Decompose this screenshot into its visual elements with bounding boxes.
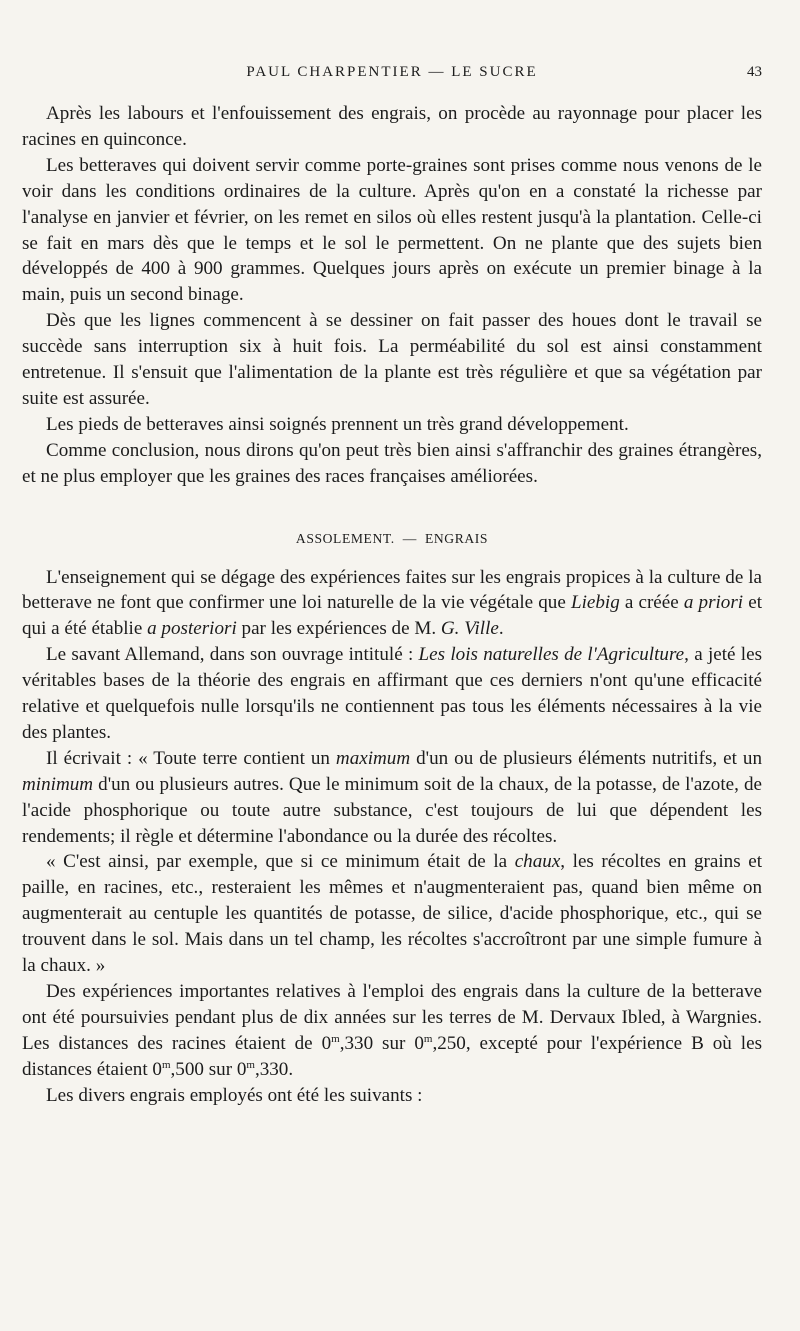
section-heading-left: ASSOLEMENT. xyxy=(295,530,395,546)
text-run: , les récoltes en grains et paille, en racines, etc., resteraient les mêmes et n'augmenteraient pas, quand bien même on augmenterait au centuple les quantités de potasse, de silice, d'acide phosphorique, etc., qui se trouvent dans le sol. Mais dans un tel champ, les récoltes s'accroîtront par une simple fumure à la chaux. » xyxy=(22,851,762,977)
paragraph-savant-allemand xyxy=(22,642,762,746)
paragraph-conclusion: Comme conclusion, nous dirons qu'on peut très bien ainsi s'affranchir des graines étrangères, et ne plus employer que les graines des races françaises améliorées. xyxy=(22,439,762,487)
section-heading xyxy=(22,526,762,552)
superscript-metre: m xyxy=(423,1032,433,1045)
superscript-metre: m xyxy=(246,1058,255,1071)
text-run: et qui a été établie xyxy=(22,592,762,640)
paragraph-porte-graines: Les betteraves qui doivent servir comme porte-graines sont prises comme nous venons de le voir dans les conditions ordinaires de la culture. Après qu'on en a constaté la richesse par l'analyse en janvier et février, on les remet en silos où elles restent jusqu'à la plantation. Celle-ci se fait en mars dès que le temps et le sol le permettent. On ne plante que des sujets bien développés de 400 à 900 grammes. Quelques jours après on exécute un premier binage à la main, puis un second binage. xyxy=(22,154,762,306)
italic-book-title: Les lois naturelles de l'Agriculture xyxy=(418,644,685,666)
paragraph-quote-chaux xyxy=(22,849,762,979)
running-head-title: PAUL CHARPENTIER — LE SUCRE xyxy=(246,64,538,80)
italic-maximum: maximum xyxy=(335,747,411,769)
italic-ville: G. Ville xyxy=(440,618,499,640)
text-run: . xyxy=(498,618,504,640)
text-run: ,500 sur 0 xyxy=(170,1058,247,1080)
italic-minimum: minimum xyxy=(22,773,94,795)
text-run: ,330. xyxy=(254,1058,294,1080)
body-text xyxy=(22,101,762,1109)
section-heading-right: ENGRAIS xyxy=(424,530,489,546)
paragraph-developpement: Les pieds de betteraves ainsi soignés prennent un très grand développement. xyxy=(46,413,629,435)
section-heading-dash: — xyxy=(402,530,417,546)
text-run: ,330 sur 0 xyxy=(339,1032,424,1054)
text-run: d'un ou de plusieurs éléments nutritifs, et un xyxy=(410,747,762,769)
paragraph-houes: Dès que les lignes commencent à se dessiner on fait passer des houes dont le travail se succède sans interruption six à huit fois. La perméabilité du sol est ainsi constamment entretenue. Il s'ensuit que l'alimentation de la plante est très régulière et que sa végétation par suite est assurée. xyxy=(22,310,762,409)
paragraph-experiences-wargnies xyxy=(22,979,762,1083)
text-run: d'un ou plusieurs autres. Que le minimum soit de la chaux, de la potasse, de l'azote, de l'acide phosphorique ou toute autre substance, c'est toujours de lui que dépendent les rendements; il règle et détermine l'abondance ou la durée des récoltes. xyxy=(22,773,762,847)
paragraph-quote-terre xyxy=(22,746,762,850)
italic-liebig: Liebig xyxy=(570,592,620,614)
text-run: , a jeté les véritables bases de la théorie des engrais en affirmant que ces derniers n'ont qu'une efficacité relative et quelquefois nulle lorsqu'ils ne contiennent pas tous les éléments nécessaires à la vie des plantes. xyxy=(22,644,762,743)
text-run: a créée xyxy=(619,592,684,614)
paragraph-rayonnage: Après les labours et l'enfouissement des engrais, on procède au rayonnage pour placer les racines en quinconce. xyxy=(22,103,762,150)
page-number: 43 xyxy=(747,64,762,80)
italic-a-posteriori: a posteriori xyxy=(147,618,237,640)
text-run: Il écrivait : « Toute terre contient un xyxy=(46,747,336,769)
text-run: L'enseignement qui se dégage des expériences faites sur les engrais propices à la culture de la betterave ne font que confirmer une loi naturelle de la vie végétale que xyxy=(22,566,762,614)
italic-chaux: chaux xyxy=(514,851,561,873)
text-run: « C'est ainsi, par exemple, que si ce minimum était de la xyxy=(46,851,515,873)
text-run: Le savant Allemand, dans son ouvrage intitulé : xyxy=(46,644,419,666)
paragraph-enseignement xyxy=(22,565,762,643)
text-run: par les expériences de M. xyxy=(236,618,441,640)
italic-a-priori: a priori xyxy=(683,592,744,614)
paragraph-engrais-suivants: Les divers engrais employés ont été les suivants : xyxy=(46,1084,423,1106)
running-head xyxy=(22,64,762,88)
superscript-metre: m xyxy=(331,1032,340,1045)
text-run: Des expériences importantes relatives à l'emploi des engrais dans la culture de la betterave ont été poursuivies pendant plus de dix années sur les terres de M. Dervaux Ibled, à Wargnies. Les distances des racines étaient de 0 xyxy=(22,981,762,1054)
text-run: ,250, excepté pour l'expérience B où les distances étaient 0 xyxy=(22,1032,762,1080)
superscript-metre: m xyxy=(161,1058,171,1071)
